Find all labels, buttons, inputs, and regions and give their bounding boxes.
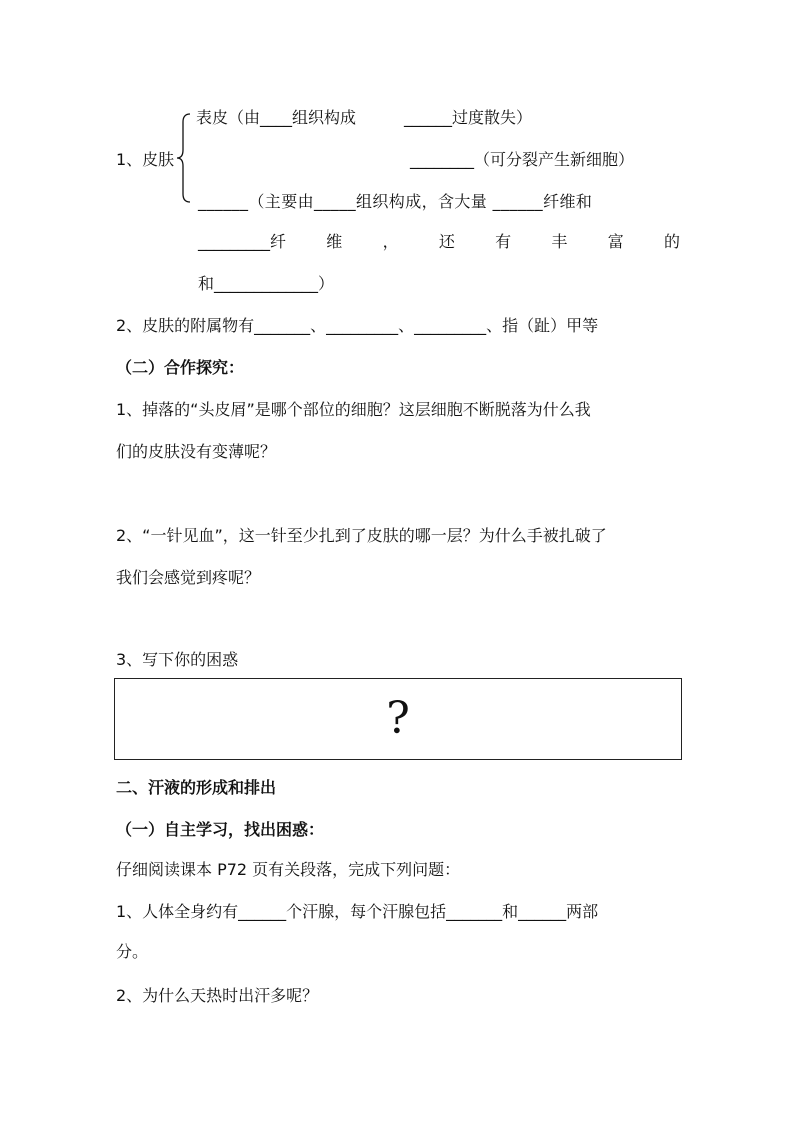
coop-question-2-line1: 2、“一针见血”，这一针至少扎到了皮肤的哪一层？为什么手被扎破了 <box>116 526 607 545</box>
justify-item: 维 <box>326 232 343 251</box>
section2-heading: 二、汗液的形成和排出 <box>116 778 277 797</box>
justify-item: 有 <box>495 232 512 251</box>
sweat-question-2: 2、为什么天热时出汗多呢？ <box>116 986 319 1005</box>
sweat-question-1-line1: 1、人体全身约有______个汗腺，每个汗腺包括_______和______两部 <box>116 902 599 921</box>
coop-question-2-line2: 我们会感觉到疼呢？ <box>116 568 261 587</box>
sweat-question-1-line2: 分。 <box>116 942 149 961</box>
coop-question-1-line2: 们的皮肤没有变薄呢？ <box>116 442 277 461</box>
skin-label: 1、皮肤 <box>116 150 175 169</box>
coop-question-1-line1: 1、掉落的“头皮屑”是哪个部位的细胞？这层细胞不断脱落为什么我 <box>116 400 591 419</box>
justify-item: 的 <box>663 232 680 251</box>
dermis-continued-line <box>198 232 680 252</box>
epidermis-line: 表皮（由____组织构成 ______过度散失） <box>196 108 533 127</box>
coop-question-3: 3、写下你的困惑 <box>116 650 239 669</box>
curly-brace-icon <box>176 112 192 204</box>
justify-item: ， <box>382 232 399 251</box>
appendages-question: 2、皮肤的附属物有_______、_________、_________、指（趾）甲等 <box>116 316 599 335</box>
confusion-box <box>114 678 682 760</box>
justify-item: 还 <box>438 232 455 251</box>
justify-item: 丰 <box>551 232 568 251</box>
question-mark-symbol: ? <box>386 693 410 744</box>
reading-instruction: 仔细阅读课本 P72 页有关段落，完成下列问题： <box>116 860 461 879</box>
dermis-line: ______（主要由_____组织构成，含大量 ______纤维和 <box>198 192 593 211</box>
self-study-heading: （一）自主学习，找出困惑： <box>116 820 325 839</box>
dermis-close-line: 和_____________） <box>198 274 335 293</box>
justify-item: 富 <box>607 232 624 251</box>
growth-layer-line: ________（可分裂产生新细胞） <box>410 150 635 169</box>
justify-item: _________纤 <box>198 232 287 251</box>
coop-heading: （二）合作探究： <box>116 358 245 377</box>
